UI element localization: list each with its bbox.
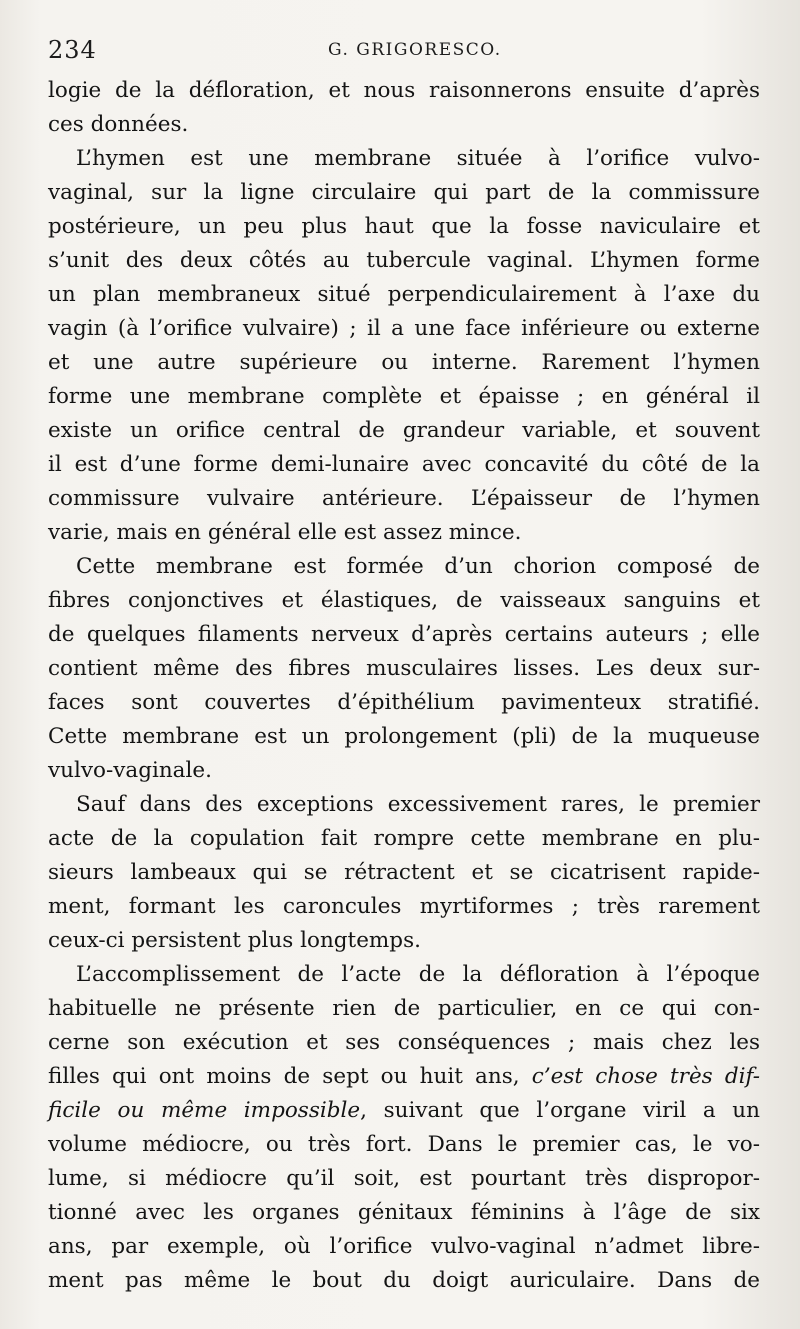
text-line (48, 516, 760, 550)
text-run: vagin (à l’orifice vulvaire) ; il a une face inférieure ou externe (48, 316, 760, 341)
text-run: ceux-ci persistent plus longtemps. (48, 928, 421, 953)
text-run: fibres conjonctives et élastiques, de vaisseaux sanguins et (48, 588, 760, 613)
text-run: tionné avec les organes génitaux féminins à l’âge de six (48, 1200, 760, 1225)
text-run: postérieure, un peu plus haut que la fosse naviculaire et (48, 214, 760, 239)
text-run: ces données. (48, 112, 189, 137)
text-line (48, 482, 760, 516)
text-line (48, 1060, 760, 1094)
text-line (48, 754, 760, 788)
text-run: vulvo-vaginale. (48, 758, 212, 783)
page-number: 234 (48, 36, 97, 64)
text-run: L’hymen est une membrane située à l’orifice vulvo- (76, 146, 760, 171)
text-line (48, 1196, 760, 1230)
paragraph (48, 142, 760, 550)
text-line (48, 584, 760, 618)
text-line (48, 108, 760, 142)
text-line (48, 652, 760, 686)
text-run: de quelques filaments nerveux d’après certains auteurs ; elle (48, 622, 760, 647)
text-line (48, 448, 760, 482)
text-line (48, 74, 760, 108)
text-line (48, 924, 760, 958)
text-run: sieurs lambeaux qui se rétractent et se cicatrisent rapide- (48, 860, 760, 885)
text-line (48, 992, 760, 1026)
text-run: L’accomplissement de l’acte de la défloration à l’époque (76, 962, 760, 987)
text-line (48, 142, 760, 176)
text-run: contient même des fibres musculaires lisses. Les deux sur- (48, 656, 760, 681)
text-line (48, 414, 760, 448)
text-line (48, 890, 760, 924)
paragraph (48, 958, 760, 1298)
text-run: commissure vulvaire antérieure. L’épaisseur de l’hymen (48, 486, 760, 511)
text-line (48, 720, 760, 754)
text-line (48, 822, 760, 856)
text-line (48, 210, 760, 244)
paragraph (48, 550, 760, 788)
text-line (48, 1162, 760, 1196)
paragraph (48, 74, 760, 142)
text-line (48, 788, 760, 822)
text-line (48, 346, 760, 380)
text-run: il est d’une forme demi-lunaire avec concavité du côté de la (48, 452, 760, 477)
text-run: varie, mais en général elle est assez mince. (48, 520, 522, 545)
text-line (48, 312, 760, 346)
text-run: , suivant que l’organe viril a un (360, 1098, 760, 1123)
text-run: acte de la copulation fait rompre cette membrane en plu- (48, 826, 760, 851)
text-run: existe un orifice central de grandeur variable, et souvent (48, 418, 760, 443)
text-line (48, 1264, 760, 1298)
text-line (48, 1026, 760, 1060)
italic-text: c’est chose très dif- (531, 1064, 760, 1089)
text-line (48, 278, 760, 312)
text-line (48, 1230, 760, 1264)
text-run: ment pas même le bout du doigt auriculaire. Dans de (48, 1268, 760, 1293)
text-run: habituelle ne présente rien de particulier, en ce qui con- (48, 996, 760, 1021)
text-run: filles qui ont moins de sept ou huit ans, (48, 1064, 532, 1089)
text-run: forme une membrane complète et épaisse ; en général il (48, 384, 760, 409)
paragraph (48, 788, 760, 958)
text-run: s’unit des deux côtés au tubercule vaginal. L’hymen forme (48, 248, 760, 273)
text-run: cerne son exécution et ses conséquences ; mais chez les (48, 1030, 760, 1055)
text-run: lume, si médiocre qu’il soit, est pourtant très dispropor- (48, 1166, 760, 1191)
text-run: ans, par exemple, où l’orifice vulvo-vaginal n’admet libre- (48, 1234, 760, 1259)
running-head: G. GRIGORESCO. (328, 40, 502, 60)
page-header (48, 36, 760, 72)
text-line (48, 176, 760, 210)
text-line (48, 618, 760, 652)
body-text (48, 74, 760, 1298)
text-line (48, 686, 760, 720)
text-run: et une autre supérieure ou interne. Rarement l’hymen (48, 350, 760, 375)
text-run: vaginal, sur la ligne circulaire qui part de la commissure (48, 180, 760, 205)
text-line (48, 550, 760, 584)
text-run: logie de la défloration, et nous raisonnerons ensuite d’après (48, 78, 760, 103)
italic-text: ficile ou même impossible (48, 1098, 361, 1123)
text-run: un plan membraneux situé perpendiculairement à l’axe du (48, 282, 760, 307)
text-line (48, 958, 760, 992)
text-line (48, 1128, 760, 1162)
text-run: Sauf dans des exceptions excessivement rares, le premier (76, 792, 760, 817)
text-run: volume médiocre, ou très fort. Dans le premier cas, le vo- (48, 1132, 760, 1157)
text-run: Cette membrane est formée d’un chorion composé de (76, 554, 760, 579)
text-run: ment, formant les caroncules myrtiformes ; très rarement (48, 894, 760, 919)
text-run: faces sont couvertes d’épithélium pavimenteux stratifié. (48, 690, 760, 715)
text-line (48, 1094, 760, 1128)
text-run: Cette membrane est un prolongement (pli) de la muqueuse (48, 724, 760, 749)
text-line (48, 244, 760, 278)
text-line (48, 856, 760, 890)
text-line (48, 380, 760, 414)
